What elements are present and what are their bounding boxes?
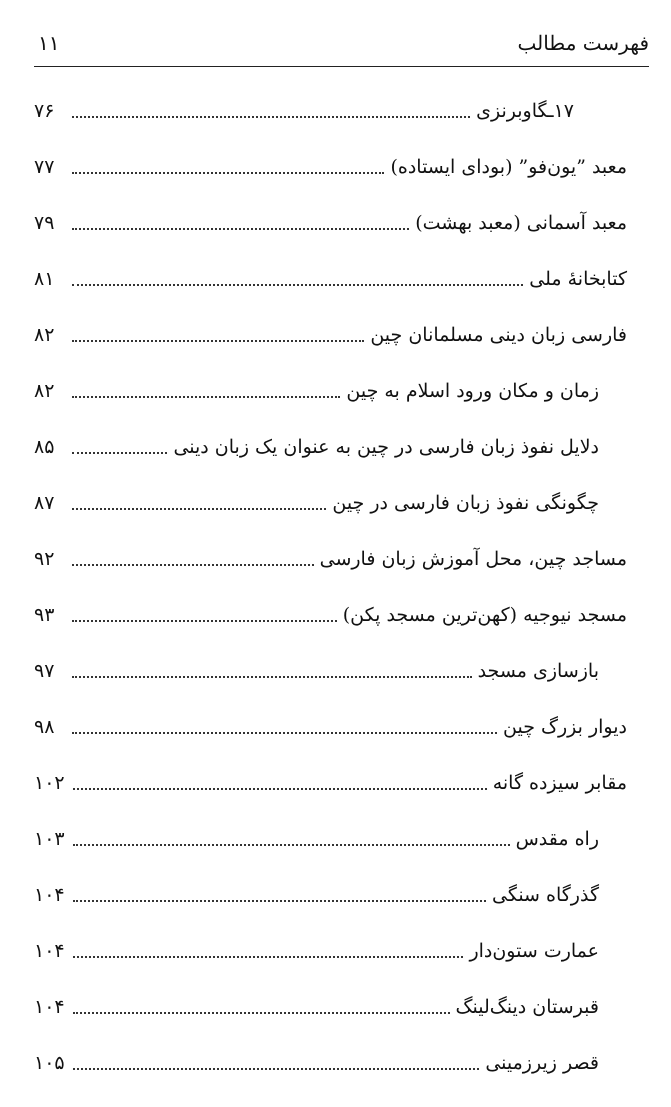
toc-entry-page: ۷۹ (34, 212, 55, 234)
toc-entry (34, 148, 627, 182)
toc-entry (34, 316, 627, 350)
toc-entry-title: مسجد نیوجیه (کهن‌ترین مسجد پکن) (342, 604, 627, 626)
toc-entry-page: ۱۰۴ (34, 940, 65, 962)
header-page-number: ۱۱ (38, 31, 60, 55)
toc-entry-title: گذرگاه سنگی (491, 884, 599, 906)
toc-entry (34, 1044, 599, 1078)
toc-entry-title: مساجد چین، محل آموزش زبان فارسی (319, 548, 627, 570)
toc-entry (34, 932, 599, 966)
toc-entry (34, 260, 627, 294)
toc-entry (34, 540, 627, 574)
toc-entry-page: ۱۰۲ (34, 772, 65, 794)
toc-entry (34, 988, 599, 1022)
toc-entry (34, 596, 627, 630)
toc-entry-title: زمان و مکان ورود اسلام به چین (346, 380, 599, 402)
toc-entry-page: ۷۶ (34, 100, 55, 122)
dot-leader (72, 284, 523, 286)
dot-leader (72, 732, 497, 734)
toc-entry (34, 876, 599, 910)
toc-entry-title: معبد آسمانی (معبد بهشت) (415, 212, 627, 234)
toc-entry (34, 652, 599, 686)
running-title: فهرست مطالب (517, 31, 649, 55)
toc-entry-page: ۹۸ (34, 716, 55, 738)
toc-entry-title: چگونگی نفوذ زبان فارسی در چین (332, 492, 599, 514)
toc-entry-title: دلایل نفوذ زبان فارسی در چین به عنوان یک زبان دینی (173, 436, 599, 458)
toc-entry-page: ۸۷ (34, 492, 55, 514)
toc-entry (34, 764, 627, 798)
toc-entry-page: ۱۰۴ (34, 884, 65, 906)
toc-entry (34, 372, 599, 406)
dot-leader (72, 676, 472, 678)
toc-entry-title: مقابر سیزده گانه (492, 772, 627, 794)
toc-entry (34, 428, 599, 462)
dot-leader (72, 116, 470, 118)
toc-entry-title: قصر زیرزمینی (485, 1052, 599, 1074)
toc-entry-title: دیوار بزرگ چین (503, 716, 627, 738)
toc-entry-page: ۱۰۴ (34, 996, 65, 1018)
toc-entry (34, 92, 574, 126)
toc-entry-title: کتابخانهٔ ملی (529, 268, 627, 290)
dot-leader (72, 620, 337, 622)
dot-leader (72, 172, 384, 174)
dot-leader (73, 844, 510, 846)
dot-leader (72, 452, 167, 454)
dot-leader (72, 396, 340, 398)
dot-leader (73, 788, 487, 790)
toc-entry-title: ۱۷ـگاوبرنزی (476, 100, 574, 122)
toc-entry-page: ۱۰۵ (34, 1052, 65, 1074)
toc-entry (34, 708, 627, 742)
dot-leader (73, 900, 486, 902)
toc-entry-page: ۱۰۳ (34, 828, 65, 850)
toc-entry-page: ۸۲ (34, 380, 55, 402)
toc-entry-title: راه مقدس (515, 828, 599, 850)
dot-leader (73, 956, 464, 958)
toc-entry (34, 484, 599, 518)
toc-entry-title: فارسی زبان دینی مسلمانان چین (370, 324, 627, 346)
toc-entry-page: ۹۷ (34, 660, 55, 682)
dot-leader (72, 228, 409, 230)
dot-leader (72, 340, 364, 342)
dot-leader (72, 564, 314, 566)
toc-entry-page: ۹۳ (34, 604, 55, 626)
toc-entry (34, 820, 599, 854)
dot-leader (72, 508, 326, 510)
toc-entry-page: ۷۷ (34, 156, 55, 178)
toc-entry-title: قبرستان دینگ‌لینگ (455, 996, 599, 1018)
dot-leader (73, 1068, 480, 1070)
toc-entry-page: ۸۱ (34, 268, 55, 290)
toc-entry (34, 204, 627, 238)
toc-entry-page: ۸۲ (34, 324, 55, 346)
toc-entry-page: ۸۵ (34, 436, 55, 458)
toc-entry-title: بازسازی مسجد (477, 660, 599, 682)
toc-entry-title: معبد ”یون‌فو” (بودای ایستاده) (390, 156, 627, 178)
toc-entry-page: ۹۲ (34, 548, 55, 570)
dot-leader (73, 1012, 450, 1014)
toc-entry-title: عمارت ستون‌دار (469, 940, 599, 962)
